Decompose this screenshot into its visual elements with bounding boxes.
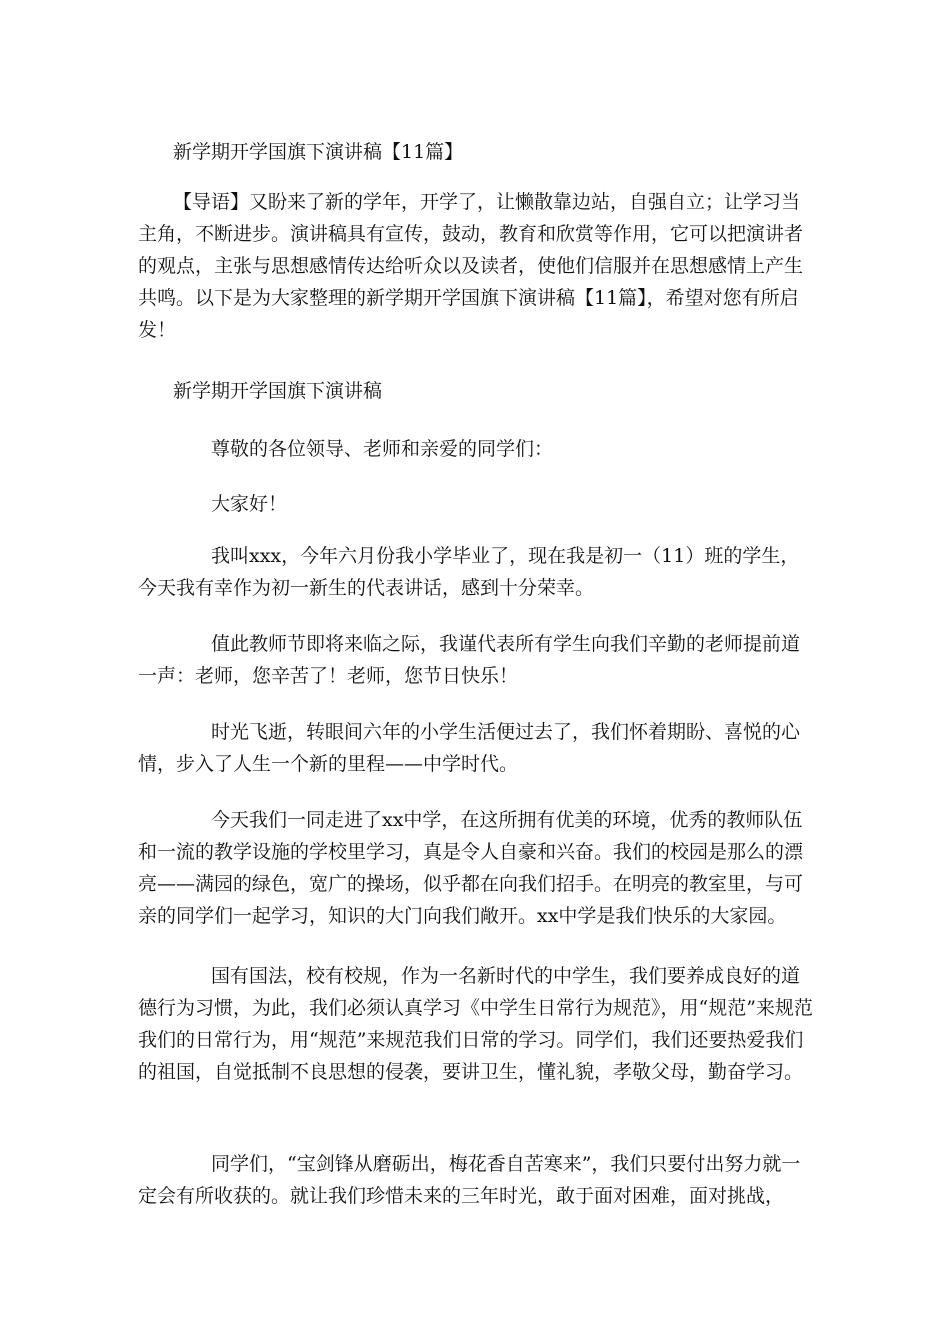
intro-paragraph: 【导语】又盼来了新的学年，开学了，让懒散靠边站，自强自立；让学习当主角，不断进步。演讲稿具有宣传，鼓动，教育和欣赏等作用，它可以把演讲者的观点，主张与思想感情传达给听众以及读者，使他们信服并在思想感情上产生共鸣。以下是为大家整理的新学期开学国旗下演讲稿【11篇】，希望对您有所启发！ — [138, 191, 804, 341]
salutation-line: 尊敬的各位领导、老师和亲爱的同学们： — [211, 438, 554, 460]
speech-paragraph-6: 同学们，“宝剑锋从磨砺出，梅花香自苦寒来”，我们只要付出努力就一定会有所收获的。就让我们珍惜未来的三年时光，敢于面对困难，面对挑战， — [138, 1153, 801, 1207]
document-title: 新学期开学国旗下演讲稿【11篇】 — [173, 141, 464, 163]
greeting-line: 大家好！ — [211, 493, 288, 515]
section-subtitle: 新学期开学国旗下演讲稿 — [173, 380, 383, 402]
speech-paragraph-4: 今天我们一同走进了xx中学，在这所拥有优美的环境，优秀的教师队伍和一流的教学设施的学校里学习，真是令人自豪和兴奋。我们的校园是那么的漂亮——满园的绿色，宽广的操场，似乎都在向我们招手。在明亮的教室里，与可亲的同学们一起学习，知识的大门向我们敞开。xx中学是我们快乐的大家园。 — [138, 809, 804, 927]
speech-paragraph-2: 值此教师节即将来临之际，我谨代表所有学生向我们辛勤的老师提前道一声：老师，您辛苦了！老师，您节日快乐！ — [138, 633, 801, 687]
speech-paragraph-5: 国有国法，校有校规，作为一名新时代的中学生，我们要养成良好的道德行为习惯，为此，我们必须认真学习《中学生日常行为规范》，用“规范”来规范我们的日常行为，用“规范”来规范我们日常的学习。同学们，我们还要热爱我们的祖国，自觉抵制不良思想的侵袭，要讲卫生，懂礼貌，孝敬父母，勤奋学习。 — [138, 965, 813, 1083]
speech-paragraph-3: 时光飞逝，转眼间六年的小学生活便过去了，我们怀着期盼、喜悦的心情，步入了人生一个新的里程——中学时代。 — [138, 721, 801, 775]
speech-paragraph-1: 我叫xxx，今年六月份我小学毕业了，现在我是初一（11）班的学生，今天我有幸作为初一新生的代表讲话，感到十分荣幸。 — [138, 545, 800, 599]
